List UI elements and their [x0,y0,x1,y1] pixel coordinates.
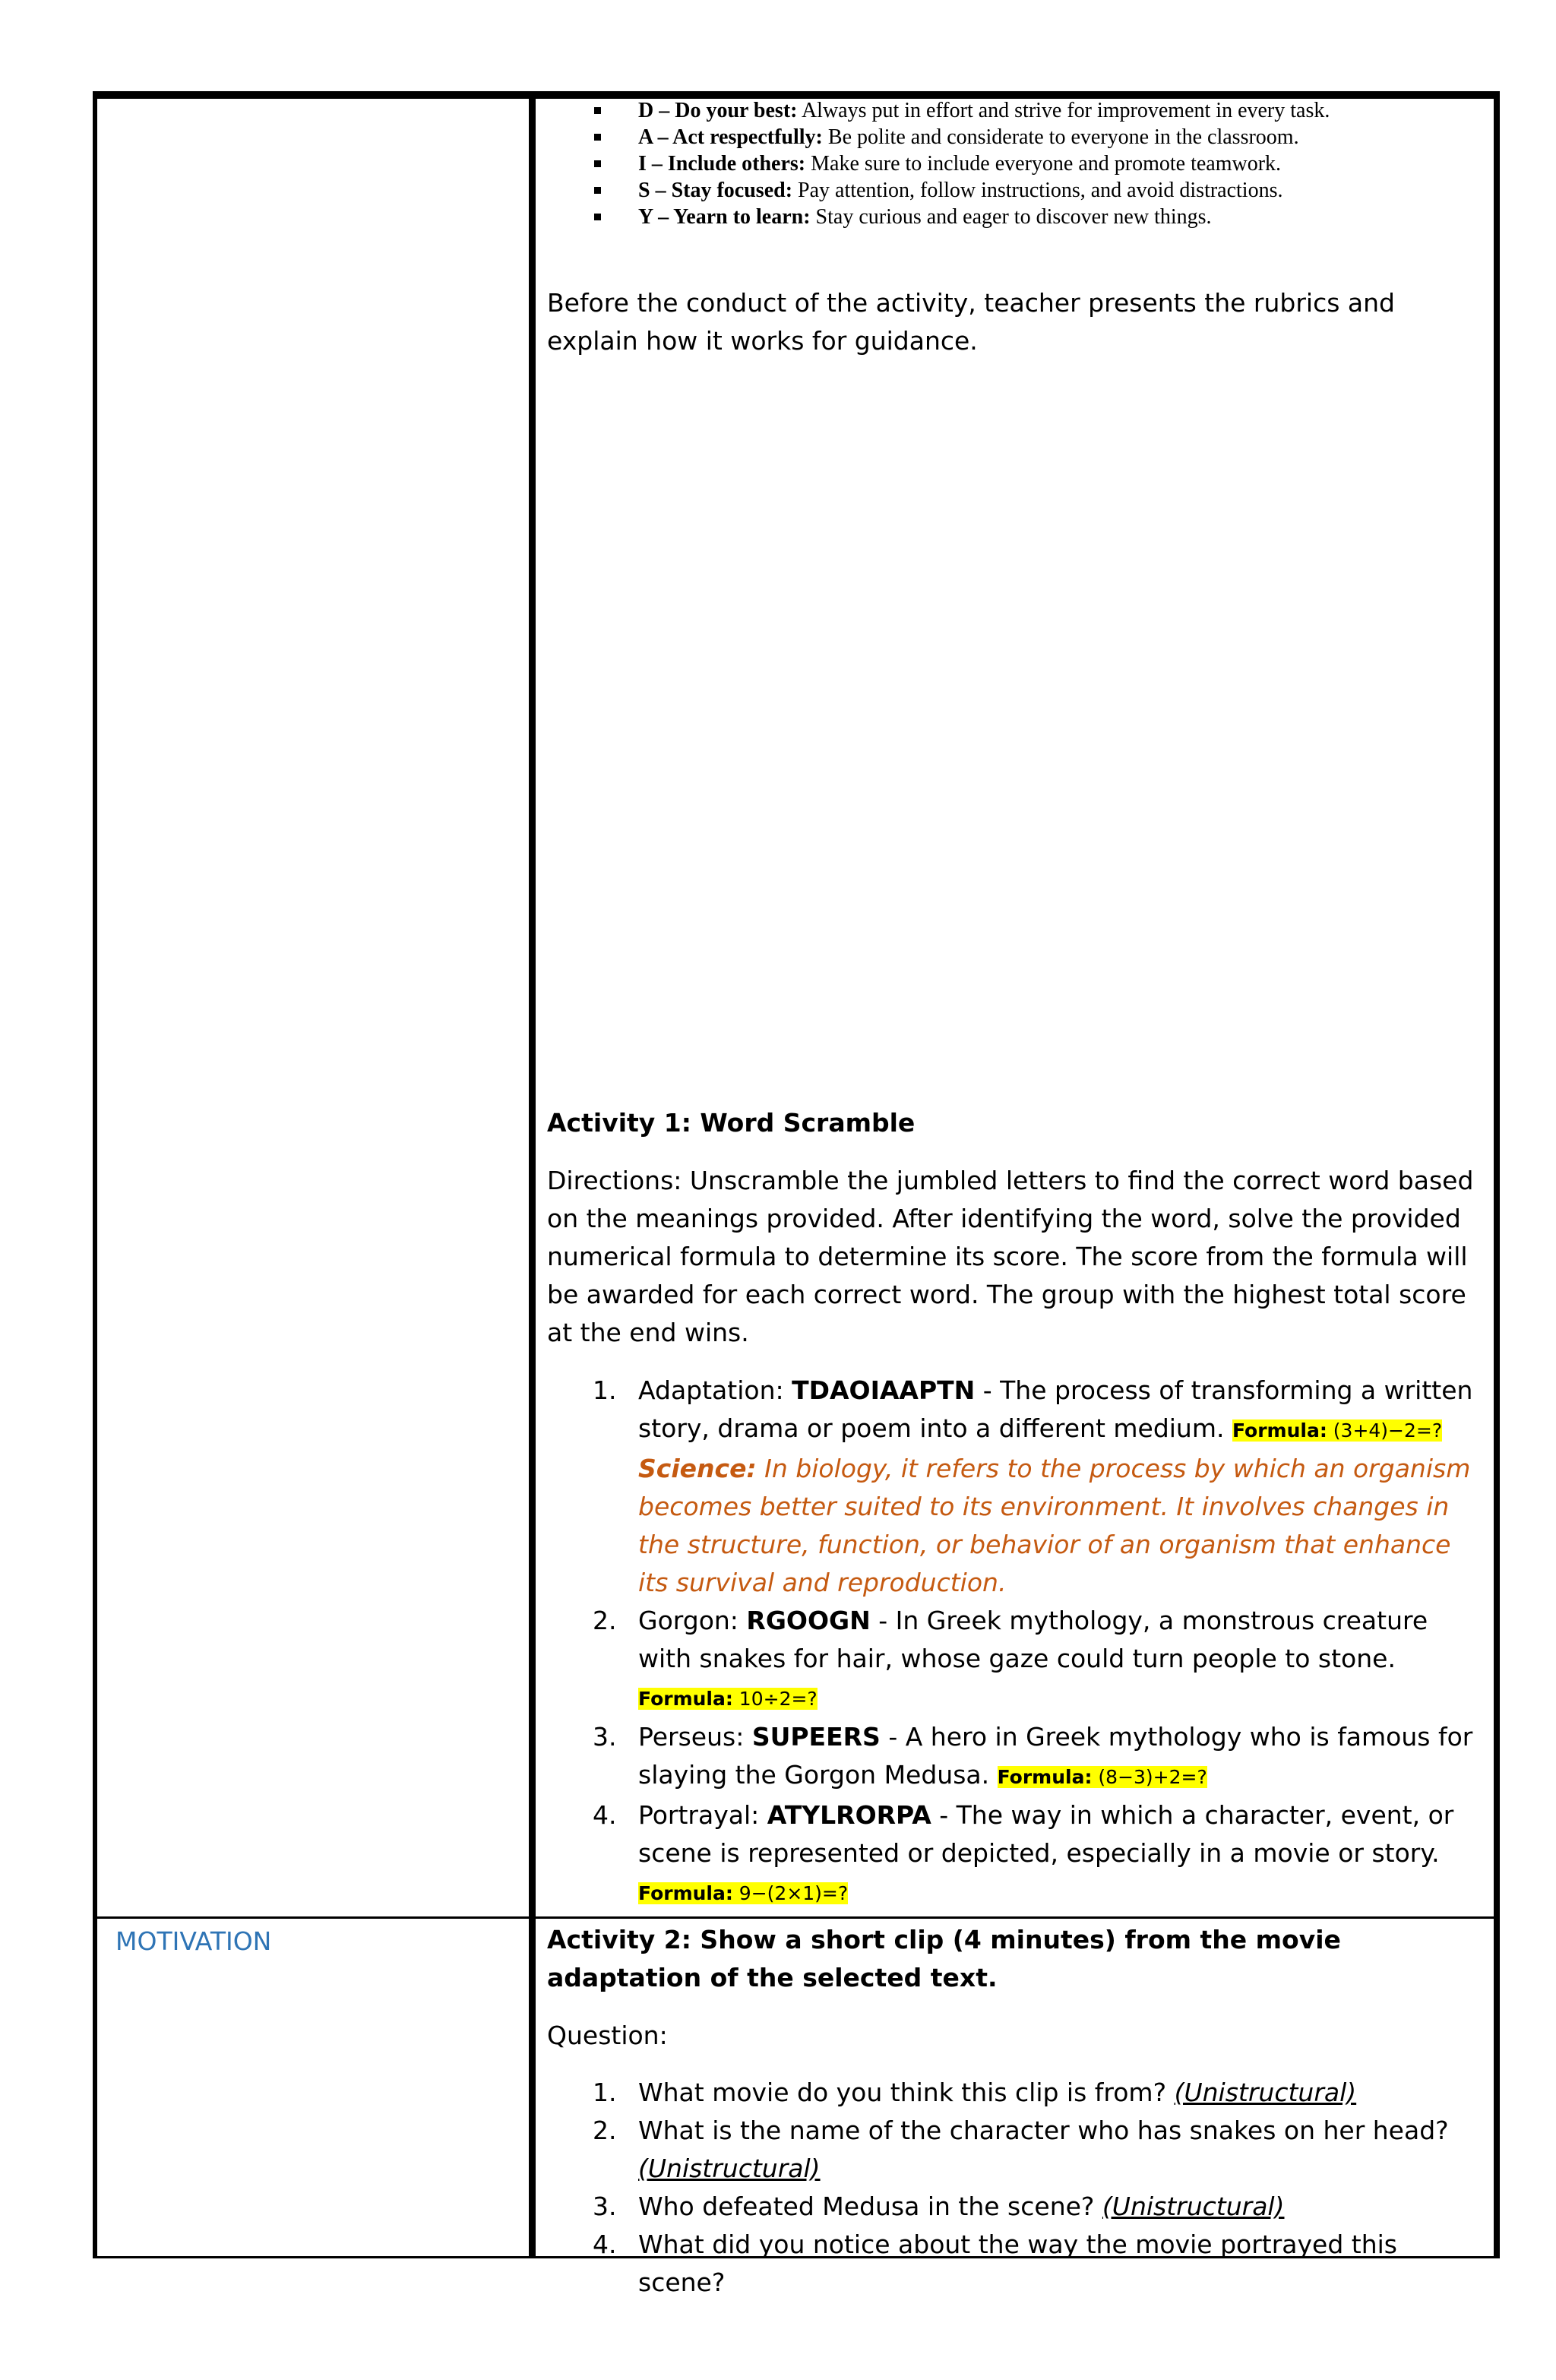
motivation-label: MOTIVATION [115,1926,272,1956]
list-item [547,1372,1486,1602]
item-meaning: - The way in which a character, event, or scene is represented or depicted, especially in a movie or story. [638,1800,1454,1868]
rule-term: D – Do your best: [638,99,798,122]
scrambled-word: TDAOIAAPTN [792,1375,976,1405]
activity1-directions: Directions: Unscramble the jumbled letters to find the correct word based on the meanings provided. After identifying the word, solve the provided numerical formula to determine its score. The score from the formula will be awarded for each correct word. The group with the highest total score at the end wins. [547,1166,1474,1347]
scrambled-word: RGOOGN [746,1606,871,1635]
formula-highlight [998,1766,1207,1788]
science-note [638,1454,1470,1597]
rule-item [638,177,1486,204]
item-number: 2. [593,2116,617,2145]
item-number: 4. [593,2230,617,2259]
rule-desc: Make sure to include everyone and promote teamwork. [805,152,1282,176]
rule-desc: Pay attention, follow instructions, and avoid distractions. [792,179,1283,202]
item-word: Adaptation: [638,1375,792,1405]
rule-desc: Always put in effort and strive for improvement in every task. [797,99,1330,122]
science-text: In biology, it refers to the process by which an organism becomes better suited to its environment. It involves changes in the structure, function, or behavior of an organism that enhance its survival and reproduction. [638,1454,1471,1597]
item-meaning: - A hero in Greek mythology who is famous for slaying the Gorgon Medusa. [638,1722,1473,1790]
table-border-left [93,91,97,2258]
rule-term: Y – Yearn to learn: [638,205,811,229]
solo-level-tag: (Unistructural) [1102,2192,1285,2221]
list-item [547,1796,1486,1913]
list-item [547,2188,1486,2226]
question-text: Who defeated Medusa in the scene? [638,2192,1102,2221]
list-item [547,1718,1486,1796]
scrambled-word: SUPEERS [751,1722,881,1752]
scrambled-word: ATYLRORPA [767,1800,931,1830]
table-column-divider [529,91,536,2258]
rule-item [638,97,1486,124]
rule-term: A – Act respectfully: [638,125,823,149]
item-meaning: - The process of transforming a written story, drama or poem into a different medium. [638,1375,1473,1443]
formula-value: 9−(2×1)=? [732,1882,849,1904]
formula-value: (8−3)+2=? [1092,1766,1207,1788]
item-word: Perseus: [638,1722,752,1752]
item-number: 3. [593,2192,617,2221]
activity1-title: Activity 1: Word Scramble [547,1108,916,1138]
formula-label: Formula: [1232,1419,1327,1442]
formula-value: 10÷2=? [732,1688,818,1710]
formula-label: Formula: [638,1882,733,1904]
formula-highlight [638,1882,848,1904]
rubric-note: Before the conduct of the activity, teacher presents the rubrics and explain how it works for guidance. [547,288,1396,356]
list-item [547,2074,1486,2112]
solo-level-tag: (Unistructural) [638,2154,821,2183]
class-rules-list [547,97,1486,230]
rule-item [638,124,1486,150]
item-word: Gorgon: [638,1606,747,1635]
item-meaning: - In Greek mythology, a monstrous creature with snakes for hair, whose gaze could turn people to stone. [638,1606,1428,1673]
list-item [547,2226,1486,2302]
formula-label: Formula: [638,1688,733,1710]
item-number: 2. [593,1606,617,1635]
question-text: What did you notice about the way the movie portrayed this scene? [638,2230,1397,2297]
formula-highlight [1232,1419,1442,1442]
word-scramble-list [547,1372,1486,1913]
activity2-title: Activity 2: Show a short clip (4 minutes) from the movie adaptation of the selected text. [547,1925,1341,1992]
item-number: 3. [593,1722,617,1752]
question-text: What movie do you think this clip is from? [638,2078,1175,2107]
rule-desc: Stay curious and eager to discover new things. [810,205,1212,229]
rule-term: S – Stay focused: [638,179,793,202]
rule-term: I – Include others: [638,152,806,176]
item-number: 1. [593,1375,617,1405]
rule-item [638,204,1486,230]
question-label: Question: [547,2021,668,2050]
rule-desc: Be polite and considerate to everyone in the classroom. [822,125,1299,149]
list-item [547,1602,1486,1718]
solo-level-tag: (Unistructural) [1174,2078,1357,2107]
list-item [547,2112,1486,2188]
science-label: Science: [638,1454,757,1483]
table-row-divider [93,1916,1500,1919]
question-text: What is the name of the character who has snakes on her head? [638,2116,1449,2145]
formula-label: Formula: [997,1766,1093,1788]
formula-highlight [638,1688,818,1710]
item-number: 1. [593,2078,617,2107]
rule-item [638,150,1486,177]
item-word: Portrayal: [638,1800,767,1830]
question-list [547,2074,1486,2302]
table-border-right [1494,91,1500,2258]
formula-value: (3+4)−2=? [1327,1419,1443,1442]
item-number: 4. [593,1800,617,1830]
